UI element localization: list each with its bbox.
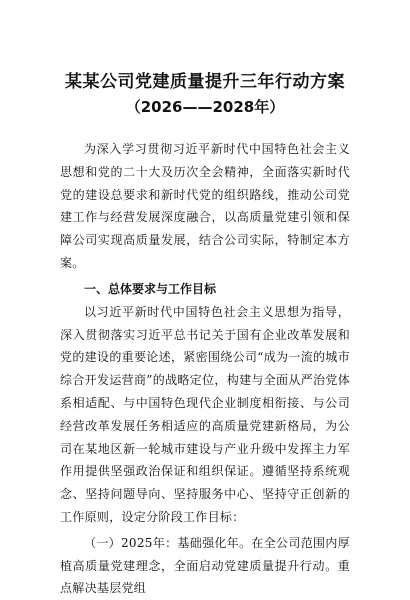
intro-paragraph: 为深入学习贯彻习近平新时代中国特色社会主义思想和党的二十大及历次全会精神，全面落实新时代党的建设总要求和新时代党的组织路线，推动公司党建工作与经营发展深度融合，以高质量党建引领和保障公司实现高质量发展，结合公司实际，特制定本方案。 [60,142,350,270]
document-subtitle: （2026——2028年） [125,98,285,116]
document-title: 某某公司党建质量提升三年行动方案 [65,72,345,92]
section-paragraph: 以习近平新时代中国特色社会主义思想为指导，深入贯彻落实习近平总书记关于国有企业改革发展和党的建设的重要论述，紧密围绕公司“成为一流的城市综合开发运营商”的战略定位，构建与全面从严治党体系相适配、与中国特色现代企业制度相衔接、与公司经营改革发展任务相适应的高质量党建新格局，为公司在某地区新一轮城市建设与产业升级中发挥主力军作用提供坚强政治保证和组织保证。遵循坚持系统观念、坚持问题导向、坚持服务中心、坚持守正创新的工作原则，设定分阶段工作目标： [60,304,350,524]
list-item-2025: （一）2025年：基础强化年。在全公司范围内厚植高质量党建理念，全面启动党建质量提升行动。重点解决基层党组 [60,535,350,596]
section-heading: 一、总体要求与工作目标 [84,281,217,296]
